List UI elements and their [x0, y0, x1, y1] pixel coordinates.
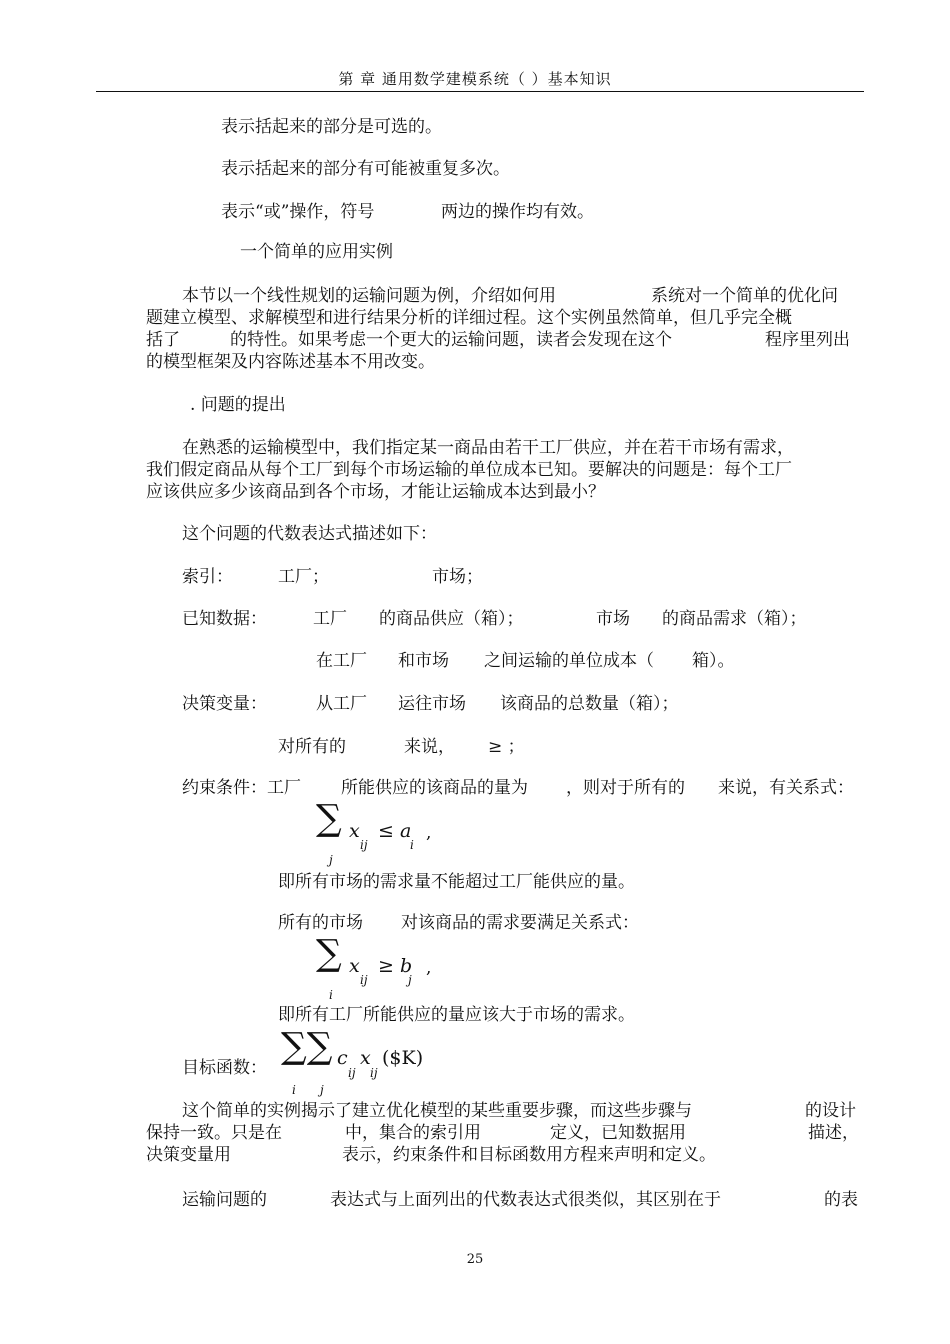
objective-unit: ($K) — [382, 1047, 424, 1069]
summary-line1b: 的设计 — [805, 1101, 856, 1121]
constraint-supply-text: 所能供应的该商品的量为 — [341, 778, 528, 798]
constraint-markets: 所有的市场 — [278, 913, 363, 933]
summary-line3b: 表示，约束条件和目标函数用方程来声明和定义。 — [342, 1145, 716, 1165]
objective-j: j — [320, 1083, 324, 1097]
known-demand: 的商品需求（箱）； — [662, 609, 807, 629]
formula2-i: i — [329, 988, 333, 1002]
formula2-sigma: ∑ — [316, 933, 342, 974]
formula2-x: x — [349, 955, 360, 977]
known-label: 已知数据： — [182, 609, 267, 629]
objective-c: c — [337, 1047, 348, 1069]
known-and-market: 和市场 — [398, 651, 449, 671]
known-market: 市场 — [596, 609, 630, 629]
objective-x: x — [360, 1047, 371, 1069]
formula1-i: i — [410, 838, 414, 852]
summary-line1a: 这个简单的实例揭示了建立优化模型的某些重要步骤，而这些步骤与 — [182, 1101, 692, 1121]
objective-label: 目标函数： — [182, 1058, 267, 1078]
problem-line2: 我们假定商品从每个工厂到每个市场运输的单位成本已知。要解决的问题是：每个工厂 — [146, 460, 792, 480]
subsection-title: . 问题的提出 — [190, 395, 286, 415]
constraint-line: 约束条件：工厂 — [182, 778, 301, 798]
decision-total: 该商品的总数量（箱）； — [500, 694, 679, 714]
objective-ij2: ij — [370, 1066, 378, 1080]
known-supply: 的商品供应（箱）； — [379, 609, 524, 629]
decision-say: 来说， — [404, 737, 455, 757]
known-unit: 箱）。 — [692, 651, 735, 671]
known-factory: 工厂 — [313, 609, 347, 629]
formula1-j: j — [329, 853, 333, 867]
note-optional: 表示括起来的部分是可选的。 — [221, 117, 442, 137]
problem-line1: 在熟悉的运输模型中，我们指定某一商品由若干工厂供应，并在若干市场有需求， — [182, 438, 794, 458]
index-label: 索引： — [182, 567, 233, 587]
objective-ij1: ij — [348, 1066, 356, 1080]
summary-line2b: 中，集合的索引用 — [345, 1123, 481, 1143]
closing-b: 表达式与上面列出的代数表达式很类似，其区别在于 — [330, 1190, 721, 1210]
intro-line1a: 本节以一个线性规划的运输问题为例，介绍如何用 — [182, 286, 556, 306]
formula1-comma: , — [426, 823, 432, 843]
formula1-x: x — [349, 820, 360, 842]
formula1-sigma: ∑ — [316, 798, 342, 839]
decision-label: 决策变量： — [182, 694, 267, 714]
constraint-demand-text: 对该商品的需求要满足关系式： — [401, 913, 639, 933]
note-or-a: 表示“或”操作，符号 — [221, 202, 375, 222]
formula1-rel: ≤ a — [378, 820, 412, 842]
intro-line4: 的模型框架及内容陈述基本不用改变。 — [146, 352, 435, 372]
header-rule — [96, 91, 864, 92]
note-or-b: 两边的操作均有效。 — [441, 202, 594, 222]
decision-from-factory: 从工厂 — [316, 694, 367, 714]
constraint-relation: 来说，有关系式： — [718, 778, 854, 798]
page-header: 第 章 通用数学建模系统（ ）基本知识 — [338, 70, 612, 88]
closing-c: 的表 — [824, 1190, 858, 1210]
intro-line3c: 程序里列出 — [765, 330, 850, 350]
closing-a: 运输问题的 — [182, 1190, 267, 1210]
known-unit-cost: 之间运输的单位成本（ — [484, 651, 654, 671]
formula2-rel: ≥ b — [378, 955, 413, 977]
summary-line2a: 保持一致。只是在 — [146, 1123, 282, 1143]
intro-line2: 题建立模型、求解模型和进行结果分析的详细过程。这个实例虽然简单，但几乎完全概 — [146, 308, 792, 328]
summary-line2d: 描述， — [808, 1123, 859, 1143]
objective-sigma: ∑∑ — [281, 1026, 333, 1067]
known-at-factory: 在工厂 — [316, 651, 367, 671]
decision-geq: ≥ ； — [488, 737, 525, 757]
index-market: 市场； — [432, 567, 483, 587]
formula2-j: j — [408, 973, 412, 987]
formula1-ij: ij — [360, 838, 368, 852]
constraint-demand-explain: 即所有工厂所能供应的量应该大于市场的需求。 — [278, 1005, 635, 1025]
index-factory: 工厂； — [278, 567, 329, 587]
intro-line3b: 的特性。如果考虑一个更大的运输问题，读者会发现在这个 — [230, 330, 672, 350]
formula2-ij: ij — [360, 973, 368, 987]
decision-to-market: 运往市场 — [398, 694, 466, 714]
decision-for-all: 对所有的 — [278, 737, 346, 757]
summary-line3a: 决策变量用 — [146, 1145, 231, 1165]
page-number: 25 — [466, 1252, 484, 1267]
note-repeat: 表示括起来的部分有可能被重复多次。 — [221, 159, 510, 179]
section-title: 一个简单的应用实例 — [240, 242, 393, 262]
problem-line3: 应该供应多少该商品到各个市场，才能让运输成本达到最小？ — [146, 482, 605, 502]
constraint-then: ，则对于所有的 — [566, 778, 685, 798]
algebra-intro: 这个问题的代数表达式描述如下： — [182, 524, 437, 544]
intro-line1b: 系统对一个简单的优化问 — [651, 286, 838, 306]
intro-line3a: 括了 — [146, 330, 180, 350]
summary-line2c: 定义，已知数据用 — [550, 1123, 686, 1143]
formula2-comma: , — [426, 958, 432, 978]
constraint-supply-explain: 即所有市场的需求量不能超过工厂能供应的量。 — [278, 872, 635, 892]
objective-i: i — [292, 1083, 296, 1097]
